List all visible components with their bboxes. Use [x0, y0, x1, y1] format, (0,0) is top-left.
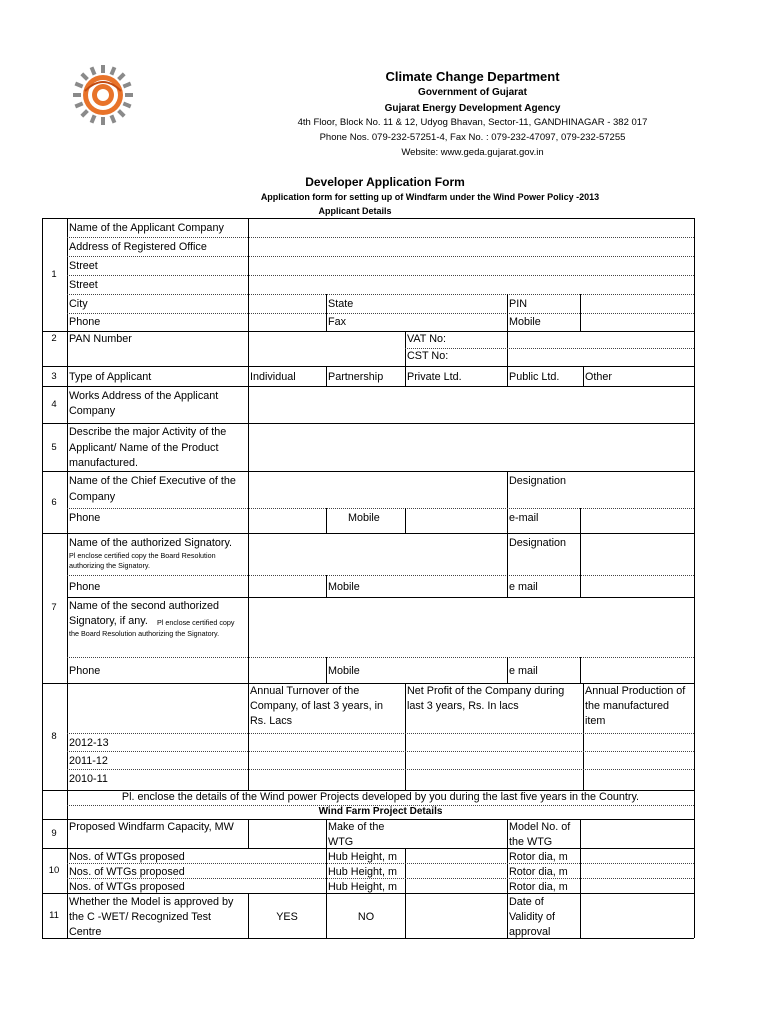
grid-line [694, 218, 695, 938]
label-wtgs-proposed: Nos. of WTGs proposed [69, 866, 185, 878]
grid-line [507, 575, 508, 597]
grid-line [507, 471, 508, 533]
label-authorized-signatory: Name of the authorized Signatory. [69, 537, 233, 549]
label-phone: Phone [69, 512, 101, 524]
label-pan: PAN Number [69, 333, 132, 345]
year-label: 2012-13 [69, 737, 109, 749]
grid-line [42, 331, 694, 332]
note-board-resolution: Pl enclose certified copy the Board Resolution [69, 551, 216, 560]
grid-line [507, 366, 508, 386]
grid-line [326, 508, 327, 533]
grid-line [248, 683, 249, 790]
label-vat: VAT No: [407, 333, 447, 345]
grid-line [580, 533, 581, 575]
grid-line [583, 366, 584, 386]
row-number: 1 [51, 269, 57, 280]
grid-line [67, 657, 694, 658]
grid-line [42, 366, 694, 367]
label-model-approved-cont2: Centre [69, 926, 102, 938]
option-partnership: Partnership [328, 371, 384, 383]
label-mobile: Mobile [328, 665, 360, 677]
grid-line [580, 819, 581, 848]
label-make-wtg-cont: WTG [328, 836, 354, 848]
grid-line [67, 275, 694, 276]
row-number: 4 [51, 399, 57, 410]
grid-line [507, 893, 508, 938]
note-certified-copy-cont: the Board Resolution authorizing the Signatory. [69, 629, 220, 638]
label-company-name: Name of the Applicant Company [69, 222, 224, 234]
grid-line [405, 683, 406, 733]
year-label: 2010-11 [69, 773, 108, 785]
label-wtgs-proposed: Nos. of WTGs proposed [69, 851, 185, 863]
row-number: 8 [51, 731, 57, 742]
grid-line [507, 657, 508, 683]
grid-line [248, 819, 249, 848]
grid-line [248, 331, 249, 366]
grid-line [42, 533, 694, 534]
grid-line [583, 683, 584, 790]
header-annual-production-cont: the manufactured [585, 700, 670, 712]
label-wtgs-proposed: Nos. of WTGs proposed [69, 881, 185, 893]
grid-line [326, 294, 327, 331]
label-hub-height: Hub Height, m [328, 866, 398, 878]
grid-line [67, 294, 694, 295]
label-validity: Date of [509, 896, 544, 908]
label-mobile: Mobile [509, 316, 541, 328]
label-chief-executive: Name of the Chief Executive of the [69, 475, 236, 487]
option-individual: Individual [250, 371, 296, 383]
label-street: Street [69, 279, 98, 291]
agency-address: 4th Floor, Block No. 11 & 12, Udyog Bhavan, Sector-11, GANDHINAGAR - 382 017 [297, 117, 648, 128]
row-number: 11 [49, 910, 59, 921]
label-proposed-capacity: Proposed Windfarm Capacity, MW [69, 821, 234, 833]
label-hub-height: Hub Height, m [328, 851, 398, 863]
grid-line [405, 366, 406, 386]
label-rotor-dia: Rotor dia, m [509, 851, 568, 863]
label-major-activity: Describe the major Activity of the [69, 426, 227, 438]
label-street: Street [69, 260, 98, 272]
grid-line [67, 313, 694, 314]
grid-line [507, 533, 508, 575]
grid-line [67, 597, 694, 598]
label-designation: Designation [509, 475, 567, 487]
header-annual-turnover: Annual Turnover of the [250, 685, 360, 697]
label-second-signatory-cont: Signatory, if any. [69, 615, 148, 627]
label-registered-office: Address of Registered Office [69, 241, 207, 253]
label-hub-height: Hub Height, m [328, 881, 398, 893]
department-title: Climate Change Department [385, 69, 560, 84]
option-other: Other [585, 371, 613, 383]
row-number: 3 [51, 371, 57, 382]
option-yes[interactable]: YES [276, 911, 298, 923]
label-designation: Designation [509, 537, 567, 549]
grid-line [248, 597, 249, 683]
grid-line [405, 733, 406, 790]
option-public-ltd: Public Ltd. [509, 371, 560, 383]
grid-line [67, 733, 694, 734]
option-private-ltd: Private Ltd. [407, 371, 462, 383]
government-name: Government of Gujarat [418, 87, 527, 98]
year-label: 2011-12 [69, 755, 108, 767]
grid-line [326, 366, 327, 386]
label-phone: Phone [69, 316, 101, 328]
wind-farm-section-title: Wind Farm Project Details [318, 806, 443, 817]
label-model-no: Model No. of [509, 821, 571, 833]
row-number: 5 [51, 442, 57, 453]
grid-line [67, 218, 68, 938]
grid-line [67, 575, 694, 576]
grid-line [67, 256, 694, 257]
grid-line [42, 423, 694, 424]
agency-website: Website: www.geda.gujarat.gov.in [401, 147, 544, 158]
grid-line [580, 657, 581, 683]
label-works-address: Works Address of the Applicant [69, 390, 219, 402]
label-major-activity-cont2: manufactured. [69, 457, 139, 469]
grid-line [507, 819, 508, 848]
header-annual-production: Annual Production of [585, 685, 686, 697]
label-email: e mail [509, 581, 538, 593]
note-certified-copy: Pl enclose certified copy [157, 618, 235, 627]
grid-line [42, 218, 694, 219]
label-state: State [328, 298, 354, 310]
row-number: 7 [51, 602, 57, 613]
label-city: City [69, 298, 88, 310]
label-pin: PIN [509, 298, 527, 310]
grid-line [405, 348, 694, 349]
agency-phones: Phone Nos. 079-232-57251-4, Fax No. : 079-232-47097, 079-232-57255 [319, 132, 626, 143]
grid-line [580, 294, 581, 331]
grid-line [67, 751, 694, 752]
label-make-wtg: Make of the [328, 821, 385, 833]
grid-line [67, 508, 694, 509]
agency-name: Gujarat Energy Development Agency [384, 103, 561, 114]
row-number: 10 [48, 865, 60, 876]
grid-line [67, 769, 694, 770]
label-model-approved: Whether the Model is approved by [69, 896, 234, 908]
grid-line [326, 819, 327, 848]
form-title: Developer Application Form [305, 175, 465, 189]
label-model-no-cont: the WTG [509, 836, 553, 848]
row-number: 6 [51, 497, 57, 508]
grid-line [248, 366, 249, 386]
grid-line [42, 938, 694, 939]
label-phone: Phone [69, 581, 101, 593]
grid-line [580, 848, 581, 893]
form-subtitle: Application form for setting up of Windfarm under the Wind Power Policy -2013 [260, 192, 600, 202]
label-model-approved-cont: the C -WET/ Recognized Test [69, 911, 212, 923]
header-annual-production-cont2: item [585, 715, 606, 727]
label-rotor-dia: Rotor dia, m [509, 881, 568, 893]
label-mobile: Mobile [348, 512, 380, 524]
label-rotor-dia: Rotor dia, m [509, 866, 568, 878]
label-second-signatory: Name of the second authorized [69, 600, 220, 612]
label-fax: Fax [328, 316, 346, 328]
label-email: e-mail [509, 512, 539, 524]
grid-line [42, 848, 694, 849]
grid-line [42, 386, 694, 387]
header-net-profit-cont: last 3 years, Rs. In lacs [407, 700, 519, 712]
grid-line [326, 575, 327, 597]
grid-line [405, 848, 406, 893]
label-chief-executive-cont: Company [69, 491, 116, 503]
grid-line [405, 508, 406, 533]
header-annual-turnover-cont: Company, of last 3 years, in [250, 700, 384, 712]
grid-line [248, 471, 249, 533]
grid-line [248, 218, 249, 331]
label-mobile: Mobile [328, 581, 360, 593]
label-applicant-type: Type of Applicant [69, 371, 152, 383]
grid-line [67, 237, 694, 238]
grid-line [326, 848, 327, 893]
grid-line [248, 386, 249, 423]
label-cst: CST No: [407, 350, 449, 362]
label-phone: Phone [69, 665, 101, 677]
grid-line [507, 294, 508, 331]
geda-logo [72, 64, 134, 126]
grid-line [42, 471, 694, 472]
label-major-activity-cont: Applicant/ Name of the Product [69, 442, 219, 454]
header-net-profit: Net Profit of the Company during [407, 685, 565, 697]
label-validity-cont: Validity of [509, 911, 556, 923]
grid-line [248, 423, 249, 471]
grid-line [580, 893, 581, 938]
row-number: 9 [51, 828, 57, 839]
grid-line [326, 657, 327, 683]
enclose-note: Pl. enclose the details of the Wind power Projects developed by you during the last five years in the Country. [121, 791, 640, 803]
note-board-resolution-cont: authorizing the Signatory. [69, 561, 150, 570]
section-title: Applicant Details [318, 206, 392, 216]
header-annual-turnover-cont2: Rs. Lacs [250, 715, 293, 727]
label-email: e mail [509, 665, 538, 677]
option-no[interactable]: NO [357, 911, 375, 923]
row-number: 2 [51, 333, 57, 344]
grid-line [580, 508, 581, 533]
grid-line [507, 848, 508, 893]
grid-line [580, 575, 581, 597]
label-validity-cont2: approval [509, 926, 551, 938]
label-works-address-cont: Company [69, 405, 116, 417]
